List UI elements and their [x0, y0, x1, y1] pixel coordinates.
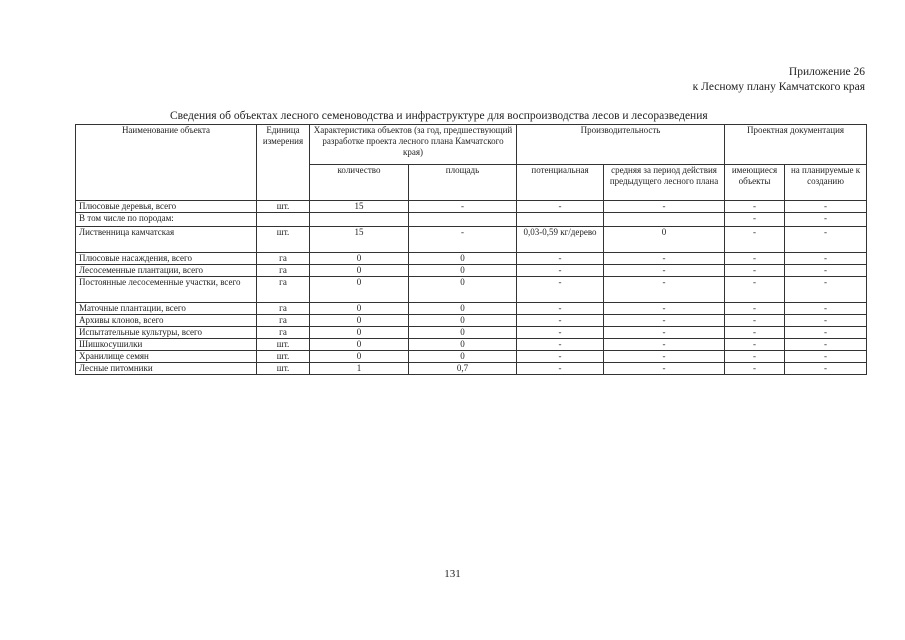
cell-existing: - [725, 253, 785, 265]
cell-quantity: 0 [310, 265, 409, 277]
cell-existing: - [725, 277, 785, 303]
cell-existing: - [725, 327, 785, 339]
cell-potential: - [517, 351, 604, 363]
cell-area: 0 [409, 277, 517, 303]
cell-name: Маточные плантации, всего [76, 303, 257, 315]
cell-unit: га [257, 265, 310, 277]
cell-planned: - [785, 253, 867, 265]
cell-potential: - [517, 363, 604, 375]
cell-area: 0,7 [409, 363, 517, 375]
cell-average: - [604, 201, 725, 213]
cell-name: Плюсовые деревья, всего [76, 201, 257, 213]
cell-unit: га [257, 277, 310, 303]
cell-potential: - [517, 265, 604, 277]
cell-name: Шишкосушилки [76, 339, 257, 351]
cell-name: В том числе по породам: [76, 213, 257, 227]
cell-name: Плюсовые насаждения, всего [76, 253, 257, 265]
cell-planned: - [785, 315, 867, 327]
table-title: Сведения об объектах лесного семеноводства и инфраструктуре для воспроизводства лесов и лесоразведения [170, 110, 708, 122]
cell-area [409, 213, 517, 227]
cell-existing: - [725, 201, 785, 213]
cell-unit: шт. [257, 201, 310, 213]
appendix-line-1: Приложение 26 [788, 66, 865, 78]
cell-planned: - [785, 277, 867, 303]
header-unit: Единица измерения [257, 125, 310, 201]
seed-objects-table [75, 124, 867, 375]
cell-existing: - [725, 213, 785, 227]
cell-potential: - [517, 339, 604, 351]
cell-unit: га [257, 315, 310, 327]
header-planned: на планируемые к созданию [785, 165, 867, 201]
cell-unit: шт. [257, 363, 310, 375]
table-row [76, 277, 867, 303]
cell-potential: 0,03-0,59 кг/дерево [517, 227, 604, 253]
cell-planned: - [785, 363, 867, 375]
cell-average: - [604, 303, 725, 315]
cell-existing: - [725, 363, 785, 375]
table-row [76, 265, 867, 277]
cell-average: - [604, 277, 725, 303]
table-row [76, 227, 867, 253]
cell-planned: - [785, 201, 867, 213]
header-name: Наименование объекта [76, 125, 257, 201]
cell-area: - [409, 201, 517, 213]
cell-planned: - [785, 303, 867, 315]
header-average: средняя за период действия предыдущего лесного плана [604, 165, 725, 201]
cell-existing: - [725, 265, 785, 277]
cell-average: - [604, 327, 725, 339]
cell-area: 0 [409, 327, 517, 339]
cell-potential: - [517, 303, 604, 315]
header-potential: потенциальная [517, 165, 604, 201]
cell-potential: - [517, 327, 604, 339]
table-row [76, 339, 867, 351]
cell-area: 0 [409, 351, 517, 363]
cell-unit: шт. [257, 339, 310, 351]
cell-unit: га [257, 253, 310, 265]
cell-quantity [310, 213, 409, 227]
cell-area: 0 [409, 315, 517, 327]
header-productivity: Производительность [517, 125, 725, 165]
cell-average: - [604, 339, 725, 351]
cell-quantity: 15 [310, 201, 409, 213]
table-row [76, 363, 867, 375]
header-quantity: количество [310, 165, 409, 201]
cell-area: 0 [409, 339, 517, 351]
cell-average: - [604, 315, 725, 327]
cell-area: 0 [409, 265, 517, 277]
cell-potential: - [517, 315, 604, 327]
cell-potential: - [517, 277, 604, 303]
cell-existing: - [725, 227, 785, 253]
cell-potential: - [517, 201, 604, 213]
cell-area: 0 [409, 303, 517, 315]
cell-quantity: 15 [310, 227, 409, 253]
cell-area: 0 [409, 253, 517, 265]
cell-planned: - [785, 227, 867, 253]
table-row [76, 213, 867, 227]
cell-planned: - [785, 265, 867, 277]
cell-existing: - [725, 339, 785, 351]
cell-planned: - [785, 351, 867, 363]
cell-potential [517, 213, 604, 227]
cell-unit: га [257, 303, 310, 315]
cell-unit: шт. [257, 227, 310, 253]
cell-average: - [604, 253, 725, 265]
header-area: площадь [409, 165, 517, 201]
cell-unit [257, 213, 310, 227]
cell-unit: шт. [257, 351, 310, 363]
cell-planned: - [785, 213, 867, 227]
cell-average [604, 213, 725, 227]
page-number: 131 [444, 568, 461, 580]
table-row [76, 201, 867, 213]
header-existing: имеющиеся объекты [725, 165, 785, 201]
appendix-note [693, 65, 865, 95]
cell-existing: - [725, 303, 785, 315]
cell-quantity: 0 [310, 303, 409, 315]
cell-name: Хранилище семян [76, 351, 257, 363]
cell-unit: га [257, 327, 310, 339]
cell-average: - [604, 351, 725, 363]
table-row [76, 315, 867, 327]
header-characteristics: Характеристика объектов (за год, предшествующий разработке проекта лесного плана Камчатского края) [310, 125, 517, 165]
cell-quantity: 0 [310, 315, 409, 327]
cell-potential: - [517, 253, 604, 265]
table-row [76, 253, 867, 265]
cell-existing: - [725, 315, 785, 327]
cell-average: - [604, 265, 725, 277]
table-row [76, 327, 867, 339]
cell-quantity: 1 [310, 363, 409, 375]
cell-quantity: 0 [310, 339, 409, 351]
cell-name: Испытательные культуры, всего [76, 327, 257, 339]
cell-quantity: 0 [310, 327, 409, 339]
cell-name: Лиственница камчатская [76, 227, 257, 253]
cell-planned: - [785, 327, 867, 339]
header-documentation: Проектная документация [725, 125, 867, 165]
table-row [76, 303, 867, 315]
cell-name: Лесосеменные плантации, всего [76, 265, 257, 277]
table-row [76, 351, 867, 363]
cell-name: Архивы клонов, всего [76, 315, 257, 327]
cell-existing: - [725, 351, 785, 363]
cell-quantity: 0 [310, 277, 409, 303]
cell-quantity: 0 [310, 253, 409, 265]
cell-average: 0 [604, 227, 725, 253]
appendix-line-2: к Лесному плану Камчатского края [692, 81, 865, 93]
cell-planned: - [785, 339, 867, 351]
cell-name: Лесные питомники [76, 363, 257, 375]
cell-area: - [409, 227, 517, 253]
cell-quantity: 0 [310, 351, 409, 363]
cell-name: Постоянные лесосеменные участки, всего [76, 277, 257, 303]
cell-average: - [604, 363, 725, 375]
